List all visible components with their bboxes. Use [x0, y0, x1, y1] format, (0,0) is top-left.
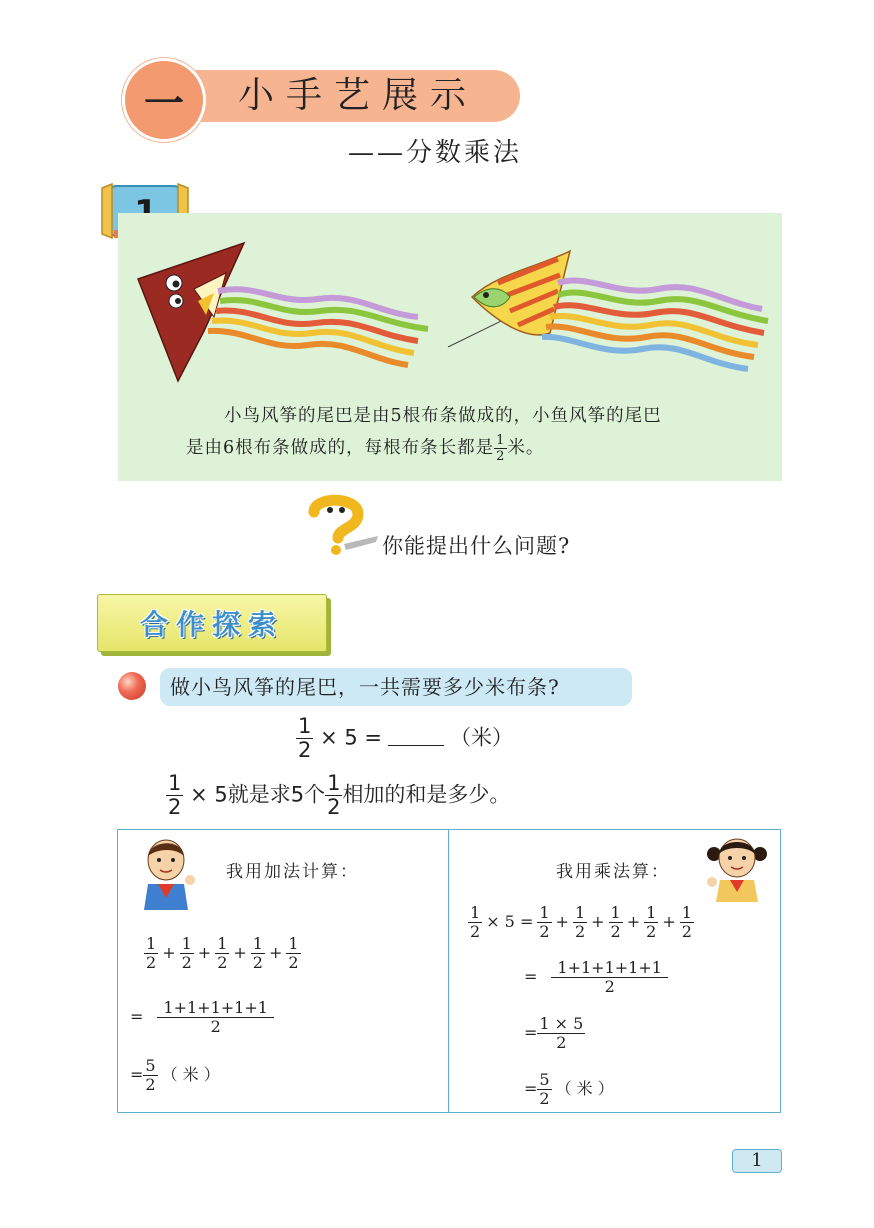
question-mark-icon: [300, 492, 380, 556]
eq1-unit: （米）: [449, 725, 513, 750]
story-line-1: 小鸟风筝的尾巴是由5根布条做成的，小鱼风筝的尾巴: [224, 406, 662, 426]
prompt-question: 你能提出什么问题?: [382, 534, 571, 558]
eq1-fraction: $\frac{1}{2}$: [298, 714, 312, 762]
left-result: = $\frac{5}{2}$ （ 米 ）: [130, 1056, 220, 1094]
section-tag: [97, 594, 327, 652]
story-line-2: [186, 434, 544, 463]
solution-divider: [448, 829, 449, 1113]
right-step-2: = $\frac{1+1+1+1+1}{2}$: [524, 960, 668, 995]
equation-1: [296, 716, 513, 761]
girl-avatar: [706, 832, 768, 902]
boy-avatar: [136, 836, 196, 910]
right-lhs-expression: $\frac{1}{2}$ × 5 = $\frac{1}{2}$ + $\frac{1}{2}$ + $\frac{1}{2}$ + $\frac{1}{2}$ + $\frac{1}{2}$: [470, 903, 692, 941]
eq2-text-1: × 5就是求5个: [190, 782, 326, 807]
eq2-fraction-2: $\frac{1}{2}$: [327, 771, 341, 819]
left-solution-label: 我用加法计算：: [226, 862, 359, 882]
right-solution-label: 我用乘法算：: [556, 862, 670, 882]
eq1-times: × 5 =: [320, 725, 382, 750]
right-step-3: = $\frac{1 \times 5}{2}$: [524, 1014, 584, 1052]
unit-number-circle: [122, 58, 206, 142]
left-sum-expression: $\frac{1}{2}$ + $\frac{1}{2}$ + $\frac{1}{2}$ + $\frac{1}{2}$ + $\frac{1}{2}$: [146, 934, 299, 972]
eq2-fraction-1: $\frac{1}{2}$: [168, 771, 182, 819]
eq2-text-2: 相加的和是多少。: [342, 782, 511, 807]
task-question: 做小鸟风筝的尾巴，一共需要多少米布条?: [170, 675, 560, 699]
bird-kite: [138, 243, 428, 381]
equation-2: [166, 773, 510, 818]
bullet-icon: [118, 672, 146, 700]
half-fraction: $\frac{1}{2}$: [496, 433, 506, 464]
left-step-2: = $\frac{1+1+1+1+1}{2}$: [130, 1000, 274, 1035]
unit-number: 一: [144, 80, 184, 127]
story-unit: 米。: [507, 438, 545, 458]
unit-subtitle: ——分数乘法: [348, 138, 523, 168]
kites-illustration: [118, 213, 782, 403]
section-tag-label: 合作探索: [139, 608, 284, 641]
right-result: = $\frac{5}{2}$ （ 米 ）: [524, 1070, 614, 1108]
story-line-2-text: 是由6根布条做成的，每根布条长都是: [186, 438, 495, 458]
fish-kite: [448, 251, 768, 369]
page-number: 1: [732, 1149, 782, 1173]
unit-title: 小手艺展示: [238, 75, 479, 116]
answer-blank[interactable]: [388, 731, 444, 746]
